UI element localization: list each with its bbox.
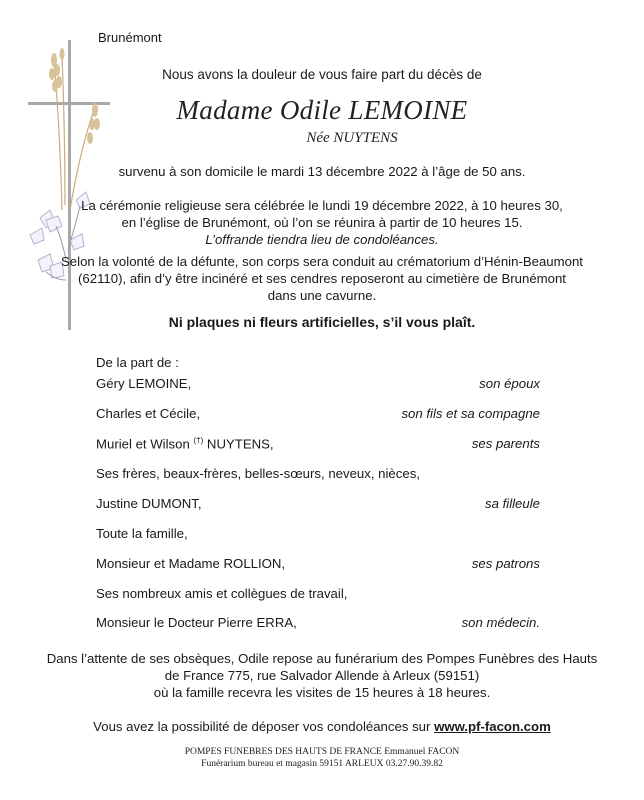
ceremony-line-2: en l’église de Brunémont, où l’on se réunira à partir de 10 heures 15.: [121, 215, 523, 231]
family-row: [96, 466, 540, 484]
cremation-line-2: (62110), afin d’y être incinéré et ses cendres reposeront au cimetière de Brunémont: [78, 271, 566, 287]
footer: [0, 746, 644, 770]
family-row: [96, 586, 540, 604]
ceremony-block: [0, 197, 644, 249]
cremation-line-3: dans une cavurne.: [267, 288, 377, 304]
deceased-mark: (†): [193, 436, 204, 445]
town-name: Brunémont: [98, 30, 162, 45]
family-row: [96, 496, 540, 514]
condolences-line: [0, 718, 644, 735]
ceremony-line-1: La cérémonie religieuse sera célébrée le lundi 19 décembre 2022, à 10 heures 30,: [81, 198, 563, 213]
family-heading: De la part de :: [96, 355, 179, 370]
family-member: Toute la famille,: [96, 526, 188, 541]
cremation-block: [0, 253, 644, 305]
maiden-name: Née NUYTENS: [306, 130, 398, 146]
family-member: Charles et Cécile,: [96, 406, 201, 421]
family-member: Géry LEMOINE,: [96, 376, 192, 391]
intro-line: Nous avons la douleur de vous faire part du décès de: [162, 67, 482, 82]
family-member-part: NUYTENS,: [203, 436, 274, 452]
family-member-part: Muriel et Wilson: [96, 436, 194, 452]
funeral-home-line-1: Dans l’attente de ses obsèques, Odile repose au funérarium des Pompes Funèbres des Hauts: [46, 651, 598, 666]
family-member: Ses nombreux amis et collègues de travail,: [96, 586, 348, 601]
family-relation: sa filleule: [485, 496, 540, 511]
family-member: Monsieur et Madame ROLLION,: [96, 556, 286, 571]
condolences-text: Vous avez la possibilité de déposer vos condoléances sur: [93, 719, 435, 734]
family-row: [96, 436, 540, 454]
ceremony-line-3: L’offrande tiendra lieu de condoléances.: [205, 232, 439, 248]
family-row: [96, 406, 540, 424]
family-relation: son médecin.: [461, 615, 540, 630]
family-row: [96, 615, 540, 633]
death-statement: survenu à son domicile le mardi 13 décembre 2022 à l’âge de 50 ans.: [118, 164, 526, 179]
family-row: [96, 556, 540, 574]
flowers-notice: Ni plaques ni fleurs artificielles, s’il vous plaît.: [168, 314, 476, 330]
family-member: Ses frères, beaux-frères, belles-sœurs, neveux, nièces,: [96, 466, 420, 481]
family-member: [96, 436, 274, 451]
family-relation: son époux: [479, 376, 540, 391]
footer-company: POMPES FUNEBRES DES HAUTS DE FRANCE Emmanuel FACON: [184, 747, 460, 757]
family-member: Justine DUMONT,: [96, 496, 202, 511]
funeral-home-line-2: de France 775, rue Salvador Allende à Arleux (59151): [164, 668, 480, 684]
family-row: [96, 526, 540, 544]
deceased-name: Madame Odile LEMOINE: [176, 95, 468, 125]
family-relation: ses patrons: [471, 556, 540, 571]
funeral-home-line-3: où la famille recevra les visites de 15 heures à 18 heures.: [153, 685, 491, 701]
footer-address: Funérarium bureau et magasin 59151 ARLEUX 03.27.90.39.82: [201, 759, 443, 769]
cremation-line-1: Selon la volonté de la défunte, son corps sera conduit au crématorium d’Hénin-Beaumont: [61, 254, 583, 269]
funeral-home-block: [0, 650, 644, 702]
family-member: Monsieur le Docteur Pierre ERRA,: [96, 615, 297, 630]
family-row: [96, 376, 540, 394]
condolences-link[interactable]: www.pf-facon.com: [434, 719, 551, 734]
family-relation: ses parents: [471, 436, 540, 451]
family-relation: son fils et sa compagne: [401, 406, 540, 421]
